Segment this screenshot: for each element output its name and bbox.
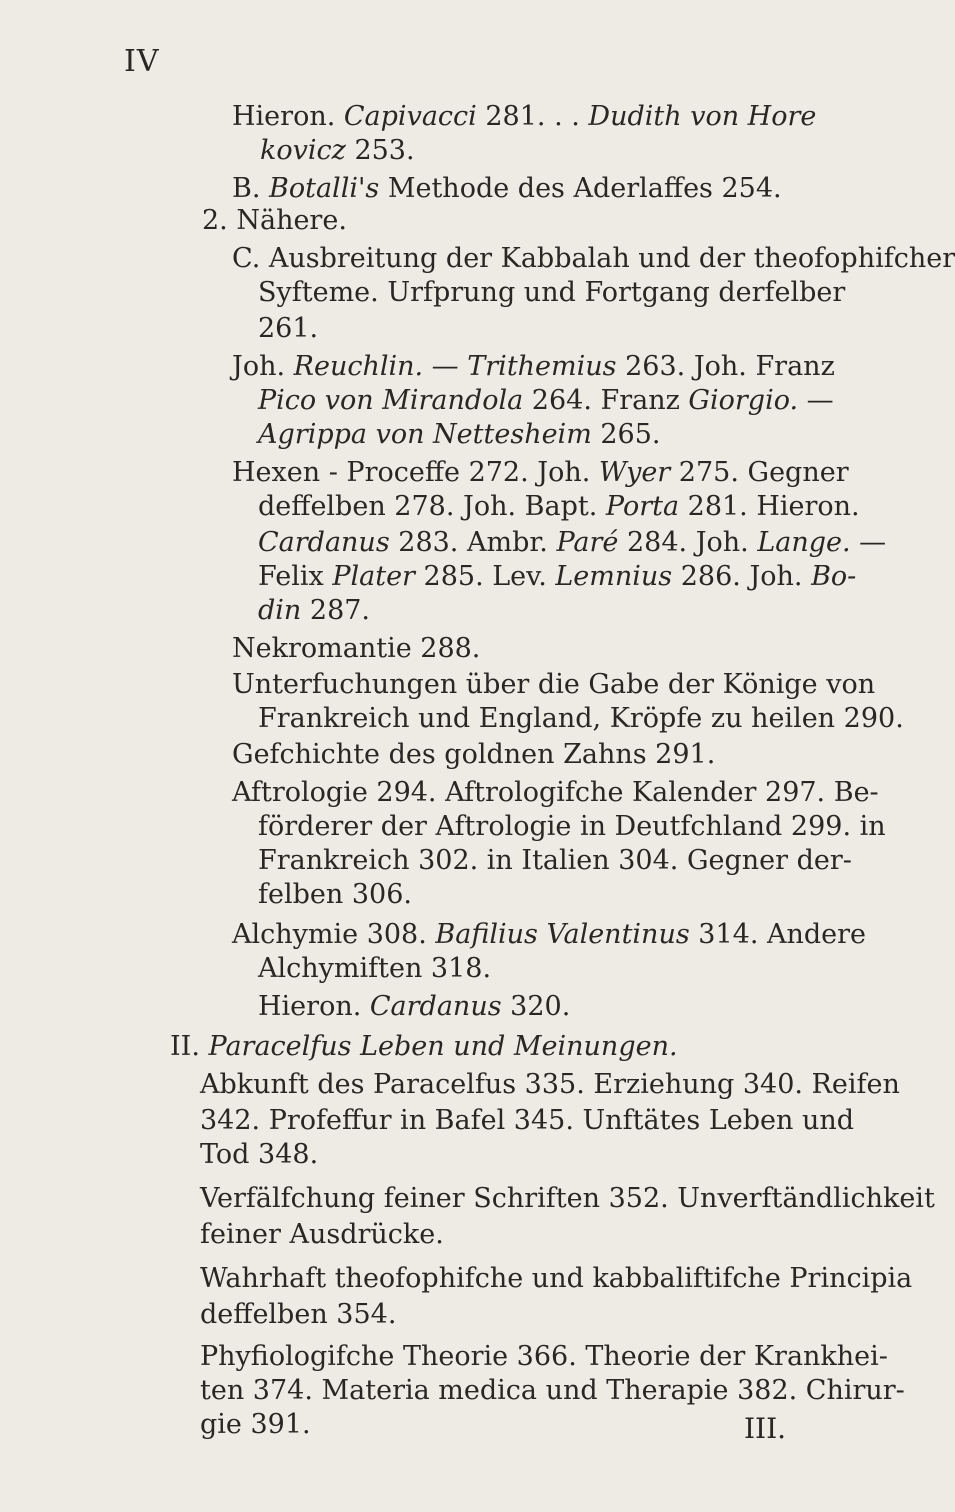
- italic-text: Capivacci: [343, 101, 477, 132]
- text: 261.: [258, 313, 319, 344]
- text: 320.: [501, 991, 571, 1022]
- italic-text: Bo-: [811, 561, 857, 592]
- italic-text: Pico von Mirandola: [258, 385, 524, 416]
- text: —: [850, 527, 887, 558]
- text: feiner Ausdrücke.: [200, 1219, 444, 1250]
- text: C. Ausbreitung der Kabbalah und der theofophifcher: [232, 243, 955, 274]
- catchword: III.: [744, 1412, 787, 1445]
- italic-text: Bafilius Valentinus: [435, 919, 690, 950]
- italic-text: Paracelfus Leben und Meinungen.: [208, 1031, 678, 1062]
- text: Frankreich 302. in Italien 304. Gegner der-: [258, 845, 852, 876]
- text: 342. Profeffur in Bafel 345. Unftätes Leben und: [200, 1105, 855, 1136]
- text: Gefchichte des goldnen Zahns 291.: [232, 739, 716, 770]
- text: Hieron.: [258, 991, 370, 1022]
- text: Verfälfchung feiner Schriften 352. Unverftändlichkeit: [200, 1183, 935, 1214]
- text: Tod 348.: [200, 1139, 319, 1170]
- text: Phyfiologifche Theorie 366. Theorie der Krankhei-: [200, 1341, 888, 1372]
- text-line: [258, 384, 834, 418]
- text: 264. Franz: [523, 385, 689, 416]
- italic-text: Cardanus: [369, 991, 502, 1022]
- text: 253.: [345, 135, 415, 166]
- text-line: [258, 490, 860, 524]
- italic-text: Plater: [332, 561, 415, 592]
- text: II.: [170, 1031, 209, 1062]
- text-line: [258, 810, 886, 844]
- text: 286. Joh.: [672, 561, 812, 592]
- text: Hieron.: [232, 101, 344, 132]
- text: 2. Nähere.: [202, 205, 347, 236]
- text: Wahrhaft theofophifche und kabbaliftifche Principia: [200, 1263, 913, 1294]
- text-line: [258, 276, 845, 310]
- text: 287.: [301, 595, 371, 626]
- text-line: [258, 990, 570, 1024]
- text-line: [232, 172, 782, 206]
- text-line: [258, 526, 886, 560]
- text-line: [200, 1340, 888, 1374]
- italic-text: Giorgio.: [688, 385, 799, 416]
- text-line: [258, 312, 318, 346]
- text: felben 306.: [258, 879, 412, 910]
- text-line: [232, 350, 835, 384]
- text: 314. Andere: [689, 919, 867, 950]
- text-line: [200, 1374, 905, 1408]
- text: förderer der Aftrologie in Deutfchland 299. in: [258, 811, 886, 842]
- text-line: [232, 100, 816, 134]
- page-number: IV: [124, 44, 160, 79]
- italic-text: Porta: [605, 491, 680, 522]
- text-line: [232, 738, 715, 772]
- text-line: [232, 668, 875, 702]
- text: 281. . .: [476, 101, 589, 132]
- italic-text: Paré: [556, 527, 619, 558]
- text: Frankreich und England, Kröpfe zu heilen 290.: [258, 703, 904, 734]
- text: Aftrologie 294. Aftrologifche Kalender 297. Be-: [232, 777, 879, 808]
- text-line: [258, 952, 491, 986]
- text: Alchymie 308.: [232, 919, 436, 950]
- text-line: [258, 702, 904, 736]
- italic-text: Lange.: [757, 527, 851, 558]
- text-line: [232, 242, 955, 276]
- text: Nekromantie 288.: [232, 633, 481, 664]
- text-line: [200, 1182, 935, 1216]
- text: Syfteme. Urfprung und Fortgang derfelber: [258, 277, 846, 308]
- text-line: [258, 560, 856, 594]
- text: B.: [232, 173, 270, 204]
- text-line: [232, 456, 849, 490]
- text: ten 374. Materia medica und Therapie 382. Chirur-: [200, 1375, 905, 1406]
- italic-text: Cardanus: [258, 527, 390, 558]
- text: 284. Joh.: [618, 527, 758, 558]
- text-line: [258, 878, 412, 912]
- text-line: [232, 776, 879, 810]
- italic-text: din: [258, 595, 302, 626]
- text-line: [232, 918, 866, 952]
- text: 285. Lev.: [414, 561, 556, 592]
- text: —: [798, 385, 834, 416]
- text-line: [170, 1030, 678, 1064]
- text: 275. Gegner: [670, 457, 849, 488]
- italic-text: Reuchlin.: [293, 351, 424, 382]
- text: Joh.: [232, 351, 294, 382]
- text-line: [202, 204, 347, 238]
- italic-text: Trithemius: [467, 351, 617, 382]
- italic-text: Dudith von Hore: [588, 101, 817, 132]
- text: Felix: [258, 561, 333, 592]
- text-line: [200, 1138, 318, 1172]
- text-line: [200, 1218, 444, 1252]
- text-line: [200, 1408, 311, 1442]
- italic-text: kovicz: [260, 135, 346, 166]
- text: 283. Ambr.: [389, 527, 557, 558]
- text: Unterfuchungen über die Gabe der Könige von: [232, 669, 876, 700]
- italic-text: Wyer: [598, 457, 671, 488]
- text-line: [232, 632, 480, 666]
- text: —: [423, 351, 468, 382]
- text-line: [200, 1104, 854, 1138]
- text: Hexen - Proceffe 272. Joh.: [232, 457, 599, 488]
- text: Abkunft des Paracelfus 335. Erziehung 340. Reifen: [200, 1069, 900, 1100]
- text: gie 391.: [200, 1409, 311, 1440]
- text-line: [258, 418, 661, 452]
- text-line: [200, 1068, 900, 1102]
- text: 263. Joh. Franz: [616, 351, 835, 382]
- text: 265.: [591, 419, 661, 450]
- text-line: [258, 594, 370, 628]
- italic-text: Agrippa von Nettesheim: [258, 419, 592, 450]
- text: deffelben 354.: [200, 1299, 397, 1330]
- text-line: [200, 1298, 396, 1332]
- text: Methode des Aderlaffes 254.: [379, 173, 782, 204]
- text: 281. Hieron.: [679, 491, 860, 522]
- text: Alchymiften 318.: [258, 953, 492, 984]
- text-line: [258, 844, 852, 878]
- text-line: [200, 1262, 912, 1296]
- text: deffelben 278. Joh. Bapt.: [258, 491, 606, 522]
- italic-text: Lemnius: [555, 561, 673, 592]
- text-line: [260, 134, 415, 168]
- italic-text: Botalli's: [269, 173, 380, 204]
